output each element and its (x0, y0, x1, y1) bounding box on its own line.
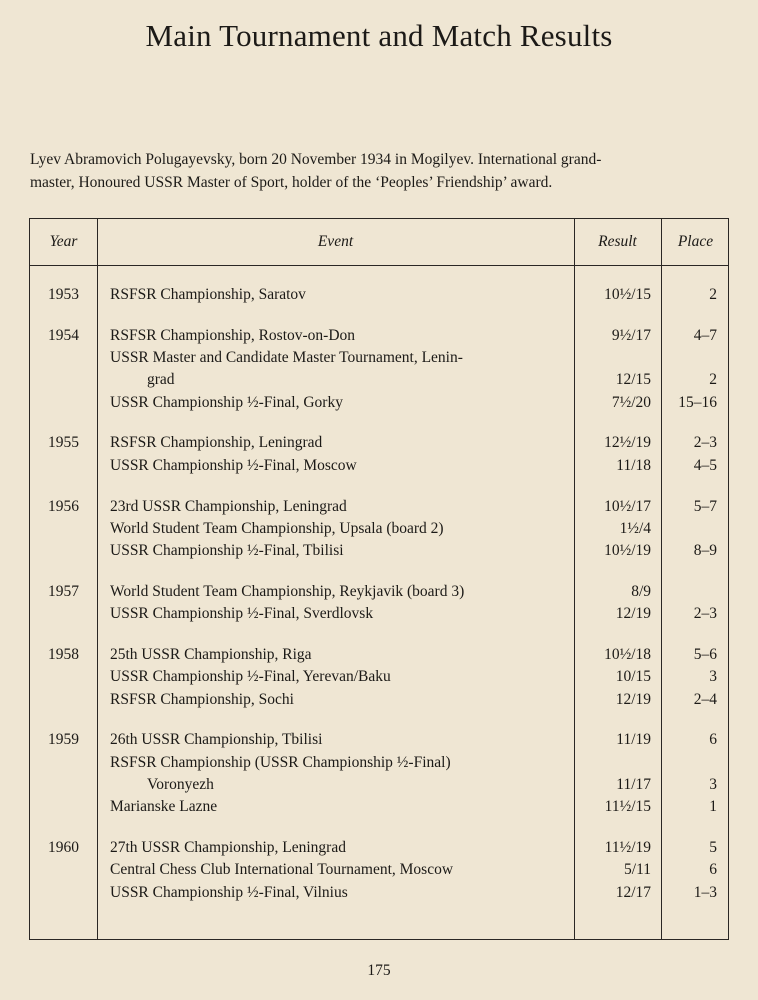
place-cell: 2–3 (693, 434, 717, 452)
results-table (29, 218, 729, 940)
table-row (30, 347, 730, 369)
place-cell: 2 (709, 286, 717, 303)
event-cell: grad (147, 371, 175, 389)
year-group (30, 432, 730, 477)
event-cell: RSFSR Championship, Sochi (110, 690, 294, 708)
table-row (30, 882, 730, 904)
year-group (30, 284, 730, 306)
header-place: Place (677, 233, 714, 250)
result-cell: 11½/15 (604, 798, 651, 816)
event-cell: USSR Championship ½-Final, Yerevan/Baku (110, 668, 391, 686)
result-cell: 12/15 (615, 371, 651, 389)
year-cell: 1958 (48, 646, 79, 664)
table-row (30, 455, 730, 477)
place-cell: 3 (709, 776, 717, 794)
page-title: Main Tournament and Match Results (145, 18, 613, 53)
table-row (30, 689, 730, 711)
result-cell: 5/11 (624, 861, 651, 879)
page-number: 175 (367, 962, 391, 979)
place-cell: 3 (709, 668, 717, 686)
event-cell: USSR Championship ½-Final, Tbilisi (110, 542, 344, 560)
result-cell: 7½/20 (611, 393, 651, 411)
year-cell: 1956 (48, 497, 79, 515)
table-row (30, 518, 730, 540)
result-cell: 1½/4 (619, 519, 651, 537)
place-cell: 2 (709, 371, 717, 389)
event-cell: 25th USSR Championship, Riga (110, 646, 312, 664)
place-cell: 5–7 (693, 497, 717, 515)
table-body (30, 284, 730, 923)
event-cell: RSFSR Championship, Rostov-on-Don (110, 326, 356, 344)
place-cell: 15–16 (678, 393, 717, 411)
table-row (30, 666, 730, 688)
event-cell: RSFSR Championship, Leningrad (110, 434, 323, 452)
year-cell: 1953 (48, 286, 79, 303)
table-row (30, 603, 730, 625)
intro-line-1: Lyev Abramovich Polugayevsky, born 20 November 1934 in Mogilyev. International grand- (30, 151, 602, 168)
table-row (30, 774, 730, 796)
result-cell: 10½/15 (604, 286, 651, 303)
result-cell: 10½/17 (604, 497, 651, 515)
result-cell: 12/19 (615, 605, 651, 623)
place-cell: 4–7 (693, 326, 717, 344)
table-row (30, 729, 730, 751)
place-cell: 2–4 (693, 690, 717, 708)
result-cell: 12/17 (615, 883, 651, 901)
event-cell: USSR Master and Candidate Master Tournament, Lenin- (110, 349, 463, 367)
header-divider (30, 265, 728, 266)
result-cell: 12/19 (615, 690, 651, 708)
year-group (30, 729, 730, 818)
place-cell: 8–9 (693, 542, 717, 560)
place-cell: 2–3 (693, 605, 717, 623)
event-cell: World Student Team Championship, Upsala (board 2) (110, 519, 444, 537)
result-cell: 11/17 (616, 776, 651, 794)
result-cell: 11/18 (616, 456, 651, 474)
place-cell: 1–3 (693, 883, 717, 901)
result-cell: 8/9 (631, 582, 651, 600)
table-row (30, 369, 730, 391)
header-result: Result (598, 233, 637, 250)
place-cell: 6 (709, 731, 717, 749)
event-cell: RSFSR Championship, Saratov (110, 286, 306, 303)
table-row (30, 540, 730, 562)
table-row (30, 581, 730, 603)
table-row (30, 496, 730, 518)
place-cell: 4–5 (693, 456, 717, 474)
event-cell: RSFSR Championship (USSR Championship ½-Final) (110, 753, 451, 771)
result-cell: 11/19 (616, 731, 651, 749)
year-group (30, 837, 730, 904)
table-row (30, 284, 730, 306)
event-cell: USSR Championship ½-Final, Vilnius (110, 883, 348, 901)
year-cell: 1960 (48, 839, 79, 857)
header-event: Event (317, 233, 354, 250)
event-cell: World Student Team Championship, Reykjavik (board 3) (110, 582, 465, 600)
year-group (30, 644, 730, 711)
table-row (30, 644, 730, 666)
year-cell: 1954 (48, 326, 79, 344)
year-cell: 1957 (48, 582, 79, 600)
result-cell: 12½/19 (604, 434, 651, 452)
table-row (30, 325, 730, 347)
intro-line-2: master, Honoured USSR Master of Sport, holder of the ‘Peoples’ Friendship’ award. (30, 174, 553, 191)
event-cell: 26th USSR Championship, Tbilisi (110, 731, 323, 749)
intro-paragraph (30, 148, 730, 194)
header-year: Year (49, 233, 78, 250)
table-row (30, 432, 730, 454)
result-cell: 9½/17 (611, 326, 651, 344)
table-row (30, 392, 730, 414)
result-cell: 11½/19 (604, 839, 651, 857)
year-group (30, 581, 730, 626)
place-cell: 5–6 (693, 646, 717, 664)
event-cell: Central Chess Club International Tournament, Moscow (110, 861, 454, 879)
event-cell: 23rd USSR Championship, Leningrad (110, 497, 347, 515)
result-cell: 10½/19 (604, 542, 651, 560)
event-cell: Voronyezh (147, 776, 214, 794)
event-cell: USSR Championship ½-Final, Sverdlovsk (110, 605, 374, 623)
year-group (30, 496, 730, 563)
place-cell: 1 (709, 798, 717, 816)
event-cell: Marianske Lazne (110, 798, 218, 816)
table-row (30, 859, 730, 881)
table-row (30, 837, 730, 859)
table-row (30, 796, 730, 818)
place-cell: 6 (709, 861, 717, 879)
place-cell: 5 (709, 839, 717, 857)
event-cell: USSR Championship ½-Final, Moscow (110, 456, 357, 474)
event-cell: 27th USSR Championship, Leningrad (110, 839, 346, 857)
event-cell: USSR Championship ½-Final, Gorky (110, 393, 343, 411)
table-row (30, 752, 730, 774)
year-group (30, 325, 730, 414)
year-cell: 1959 (48, 731, 79, 749)
year-cell: 1955 (48, 434, 79, 452)
result-cell: 10/15 (615, 668, 651, 686)
result-cell: 10½/18 (604, 646, 651, 664)
